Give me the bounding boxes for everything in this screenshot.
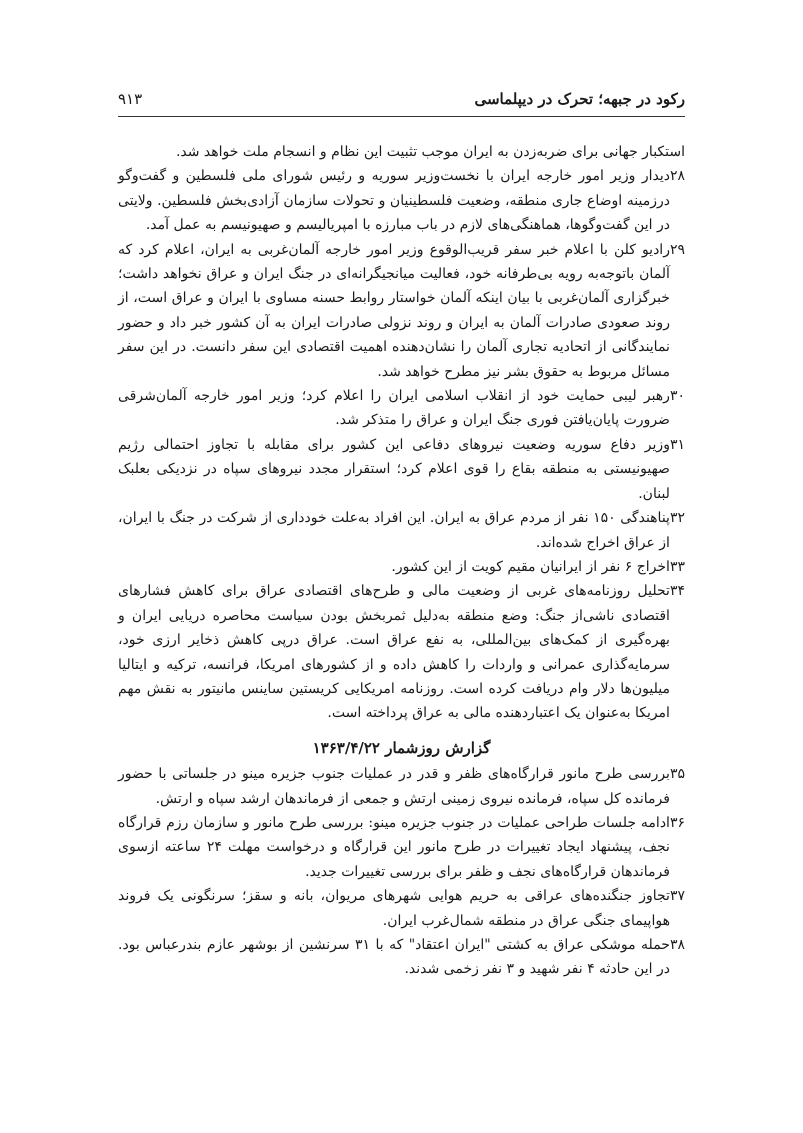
section-heading: گزارش روزشمار ۱۳۶۳/۴/۲۲ (312, 738, 491, 757)
item-text: رادیو کلن با اعلام خبر سفر قریب‌الوقوع وزیر امور خارجه آلمان‌غربی به ایران، اعلام کرد که آلمان باتوجه‌به رویه بی‌طرفانه خود، فعالیت میانجیگرانه‌ای در جنگ ایران و عراق نخواهد داشت؛ خبرگزاری آلمان‌غربی با بیان اینکه آلمان خواستار روابط حسنه مساوی با ایران و عراق است، از روند صعودی صادرات آلمان به ایران و روند نزولی صادرات ایران به آن کشور خبر داد و حضور نمایندگانی از اتحادیه تجاری آلمان را نشان‌دهنده اهمیت اقتصادی این سفر دانست. در این سفر مسائل مربوط به حقوق بشر نیز مطرح خواهد شد. (118, 241, 670, 380)
item-number: ۳۱ (669, 436, 685, 453)
page-number: ۹۱۳ (118, 90, 143, 108)
item-number: ۳۸ (669, 937, 685, 953)
list-item (118, 506, 685, 555)
item-text: پناهندگی ۱۵۰ نفر از مردم عراق به ایران. این افراد به‌علت خودداری از شرکت در جنگ با ایران، از عراق اخراج شده‌اند. (118, 510, 670, 551)
list-item (118, 884, 685, 933)
continuation-paragraph: استکبار جهانی برای ضربه‌زدن به ایران موجب تثبیت این نظام و انسجام ملت خواهد شد. (175, 144, 685, 160)
item-number: ۳۶ (669, 814, 685, 831)
list-item (118, 762, 685, 811)
item-text: ادامه جلسات طراحی عملیات در جنوب جزیره مینو: بررسی طرح مانور و سازمان رزم قرارگاه نجف، پیشنهاد ایجاد تغییرات در طرح مانور این قرارگاه و درخواست مهلت ۲۴ ساعته ازسوی فرماندهان قرارگاه‌های نجف و ظفر برای بررسی تغییرات جدید. (118, 814, 670, 880)
item-text: حمله موشکی عراق به کشتی "ایران اعتقاد" که با ۳۱ سرنشین از بوشهر عازم بندرعباس بود. در این حادثه ۴ نفر شهید و ۳ نفر زخمی شدند. (118, 937, 670, 978)
item-text: تجاوز جنگنده‌های عراقی به حریم هوایی شهرهای مریوان، بانه و سقز؛ سرنگونی یک فروند هواپیمای جنگی عراق در منطقه شمال‌غرب ایران. (118, 888, 670, 929)
item-number: ۳۷ (669, 888, 685, 905)
item-number: ۳۴ (669, 583, 685, 600)
item-number: ۲۹ (669, 241, 685, 258)
list-item (118, 933, 685, 982)
item-number: ۳۳ (669, 558, 685, 575)
entry-list-2 (118, 762, 685, 982)
item-number: ۳۰ (669, 388, 685, 405)
item-number: ۳۲ (669, 510, 685, 527)
list-item (118, 238, 685, 384)
item-text: وزیر دفاع سوریه وضعیت نیروهای دفاعی این کشور برای مقابله با تجاوز احتمالی رژیم صهیونیستی به منطقه بقاع را قوی اعلام کرد؛ استقرار مجدد نیروهای سپاه در نزدیکی بعلبک لبنان. (118, 436, 670, 502)
item-text: دیدار وزیر امور خارجه ایران با نخست‌وزیر سوریه و رئیس شورای ملی فلسطین و گفت‌وگو درزمینه اوضاع جاری منطقه، وضعیت فلسطینیان و تحولات سازمان آزادی‌بخش فلسطین. ولایتی در این گفت‌وگوها، هماهنگی‌های لازم در باب مبارزه با امپریالیسم و صهیونیسم به عمل آمد. (118, 168, 670, 234)
list-item (118, 579, 685, 725)
item-number: ۳۵ (669, 766, 685, 783)
list-item (118, 164, 685, 237)
entry-list-1 (118, 164, 685, 725)
list-item (118, 555, 685, 579)
list-item (118, 433, 685, 506)
item-text: تحلیل روزنامه‌های غربی از وضعیت مالی و طرح‌های اقتصادی عراق برای کاهش فشارهای اقتصادی ناشی‌از جنگ: وضع منطقه به‌دلیل ثمربخش بودن سیاست محاصره دریایی ایران و بهره‌گیری از کمک‌های بین‌المللی، به نفع عراق است. عراق درپی کاهش ذخایر ارزی خود، سرمایه‌گذاری عمرانی و واردات را کاهش داده و از کشورهای امریکا، فرانسه، ترکیه و ایتالیا میلیون‌ها دلار وام دریافت کرده است. روزنامه امریکایی کریستین ساینس مانیتور به نقش مهم امریکا به‌عنوان یک اعتباردهنده مالی به عراق پرداخته است. (118, 583, 670, 722)
page-content (118, 140, 685, 982)
list-item (118, 384, 685, 433)
item-text: بررسی طرح مانور قرارگاه‌های ظفر و قدر در عملیات جنوب جزیره مینو در جلساتی با حضور فرمانده کل سپاه، فرمانده نیروی زمینی ارتش و جمعی از فرماندهان ارشد سپاه و ارتش. (118, 766, 670, 807)
page-header (118, 84, 685, 110)
item-number: ۲۸ (669, 168, 685, 185)
list-item (118, 811, 685, 884)
header-rule (118, 116, 685, 117)
running-title: رکود در جبهه؛ تحرک در دیپلماسی (474, 90, 685, 108)
item-text: اخراج ۶ نفر از ایرانیان مقیم کویت از این کشور. (391, 558, 670, 575)
item-text: رهبر لیبی حمایت خود از انقلاب اسلامی ایران را اعلام کرد؛ وزیر امور خارجه آلمان‌شرقی ضرورت پایان‌یافتن فوری جنگ ایران و عراق را متذکر شد. (118, 388, 670, 429)
